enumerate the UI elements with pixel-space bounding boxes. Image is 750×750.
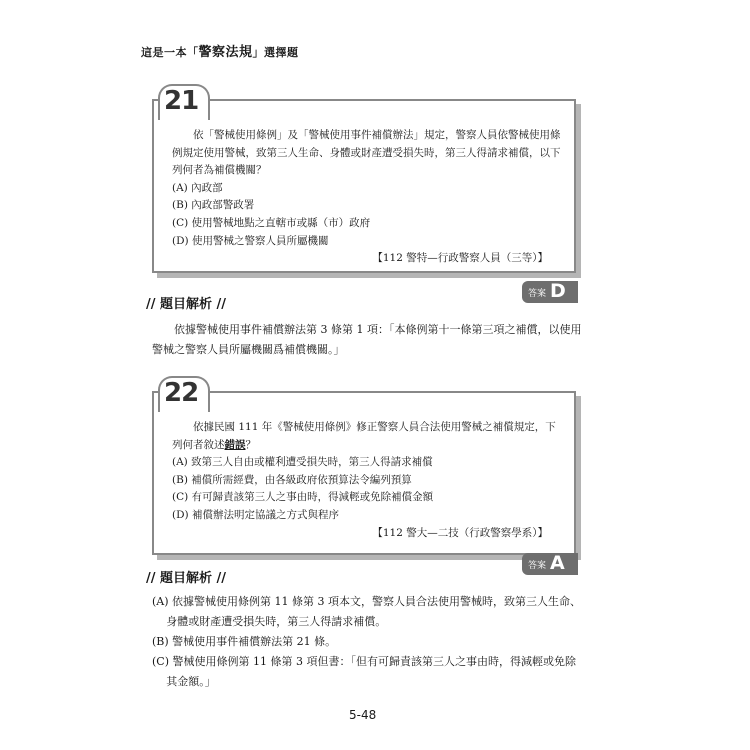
analysis-22-item-b: (B) 警械使用事件補償辦法第 21 條。 — [152, 635, 337, 648]
question-21-option-c: (C) 使用警械地點之直轄市或縣（市）政府 — [172, 216, 371, 229]
question-21-number: 21 — [164, 86, 199, 116]
question-21-option-d: (D) 使用警械之警察人員所屬機關 — [172, 234, 329, 247]
answer-22-label: 答案 — [528, 561, 547, 571]
question-22-number: 22 — [164, 378, 199, 408]
answer-22-badge — [522, 553, 578, 575]
question-22-box — [152, 391, 576, 555]
analysis-21-text: 依據警械使用事件補償辦法第 3 條第 1 項：「本條例第十一條第三項之補償，以使用警械之警察人員所屬機關爲補償機關。」 — [152, 323, 582, 356]
running-header — [141, 41, 299, 60]
analysis-22-item-c: (C) 警械使用條例第 11 條第 3 項但書：「但有可歸責該第三人之事由時，得減輕或免除其金額。」 — [152, 655, 576, 688]
question-22-stem — [172, 419, 562, 454]
analysis-22-body — [152, 592, 582, 692]
answer-21-label: 答案 — [528, 289, 547, 299]
question-22-option-c: (C) 有可歸責該第三人之事由時，得減輕或免除補償金額 — [172, 491, 434, 504]
analysis-22-item-a: (A) 依據警械使用條例第 11 條第 3 項本文，警察人員合法使用警械時，致第三人生命、身體或財產遭受損失時，第三人得請求補償。 — [152, 595, 582, 628]
question-21-source: 【112 警特—行政警察人員（三等）】 — [372, 252, 548, 265]
question-21-option-b: (B) 內政部警政署 — [172, 199, 255, 212]
answer-21-badge — [522, 281, 578, 303]
page-number: 5-48 — [349, 708, 377, 722]
answer-22-letter: A — [550, 552, 565, 574]
question-21-option-a: (A) 內政部 — [172, 181, 223, 194]
question-22-stem-end: ？ — [245, 438, 256, 451]
question-22-stem-text: 依據民國 111 年《警械使用條例》修正警察人員合法使用警械之補償規定，下列何者敘述 — [172, 421, 556, 451]
question-22-option-a: (A) 致第三人自由或權利遭受損失時，第三人得請求補償 — [172, 456, 433, 469]
analysis-21-title: // 題目解析 // — [146, 297, 227, 312]
question-22-source: 【112 警大—二技（行政警察學系）】 — [372, 526, 548, 539]
question-22-option-d: (D) 補償辦法明定協議之方式與程序 — [172, 508, 339, 521]
question-22-stem-emphasis: 錯誤 — [224, 438, 246, 451]
analysis-22-title: // 題目解析 // — [146, 571, 227, 586]
question-22-option-b: (B) 補償所需經費，由各級政府依預算法令編列預算 — [172, 473, 412, 486]
question-21-box — [152, 99, 576, 273]
question-21-stem: 依「警械使用條例」及「警械使用事件補償辦法」規定，警察人員依警械使用條例規定使用警械，致第三人生命、身體或財產遭受損失時，第三人得請求補償，以下列何者為補償機關？ — [172, 129, 561, 177]
header-prefix: 這是一本「 — [141, 46, 199, 59]
answer-21-letter: D — [550, 280, 566, 302]
header-book-title: 警察法規 — [198, 45, 253, 60]
analysis-21-body — [152, 320, 582, 360]
header-suffix: 」選擇題 — [252, 46, 299, 59]
